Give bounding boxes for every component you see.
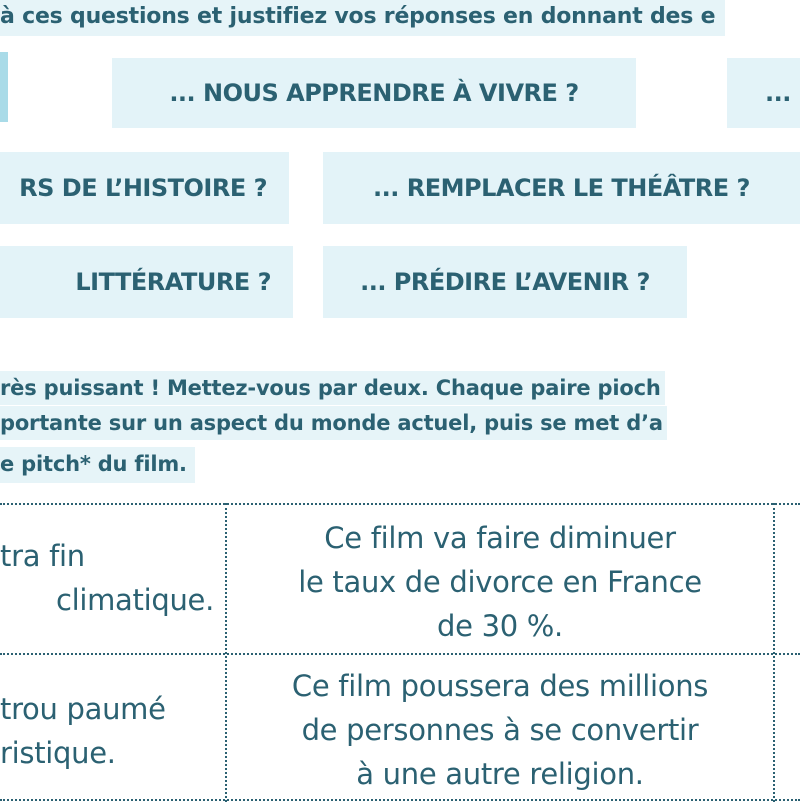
question-box-accent bbox=[0, 52, 8, 122]
question-box-litterature: LITTÉRATURE ? bbox=[0, 246, 293, 318]
question-box-theatre: ... REMPLACER LE THÉÂTRE ? bbox=[323, 152, 800, 224]
question-box-avenir: ... PRÉDIRE L’AVENIR ? bbox=[323, 246, 687, 318]
card-grid-middle-border bbox=[0, 653, 800, 655]
activity-line-2: portante sur un aspect du monde actuel, puis se met d’a bbox=[0, 406, 667, 440]
card-tourism-line-1: trou paumé bbox=[0, 692, 166, 726]
card-religion-line-1: Ce film poussera des millions bbox=[291, 669, 709, 703]
card-divorce-line-3: de 30 %. bbox=[437, 609, 563, 643]
question-box-vivre: ... NOUS APPRENDRE À VIVRE ? bbox=[112, 58, 636, 128]
activity-line-1: rès puissant ! Mettez-vous par deux. Chaque paire pioch bbox=[0, 371, 665, 405]
card-religion-line-3: à une autre religion. bbox=[356, 757, 644, 791]
question-box-partial-right: ... bbox=[727, 58, 800, 128]
card-climate-line-1: tra fin bbox=[0, 539, 85, 573]
card-tourism bbox=[0, 687, 214, 775]
card-religion bbox=[240, 664, 760, 796]
activity-line-3: e pitch* du film. bbox=[0, 447, 195, 483]
card-grid-divider-right bbox=[773, 503, 775, 802]
card-grid-bottom-border bbox=[0, 799, 800, 801]
card-grid-top-border bbox=[0, 503, 800, 505]
card-divorce-line-1: Ce film va faire diminuer bbox=[324, 521, 676, 555]
card-climate-line-2: climatique. bbox=[55, 583, 214, 617]
card-climate bbox=[0, 534, 96, 578]
card-grid-divider-left bbox=[225, 503, 227, 802]
instruction-line: à ces questions et justifiez vos réponses en donnant des e bbox=[0, 0, 725, 36]
card-climate-line-2-wrap bbox=[0, 578, 214, 622]
card-religion-line-2: de personnes à se convertir bbox=[301, 713, 699, 747]
card-divorce-line-2: le taux de divorce en France bbox=[298, 565, 702, 599]
card-tourism-line-2: ristique. bbox=[0, 736, 116, 770]
question-box-histoire: RS DE L’HISTOIRE ? bbox=[0, 152, 289, 224]
card-divorce bbox=[240, 516, 760, 648]
